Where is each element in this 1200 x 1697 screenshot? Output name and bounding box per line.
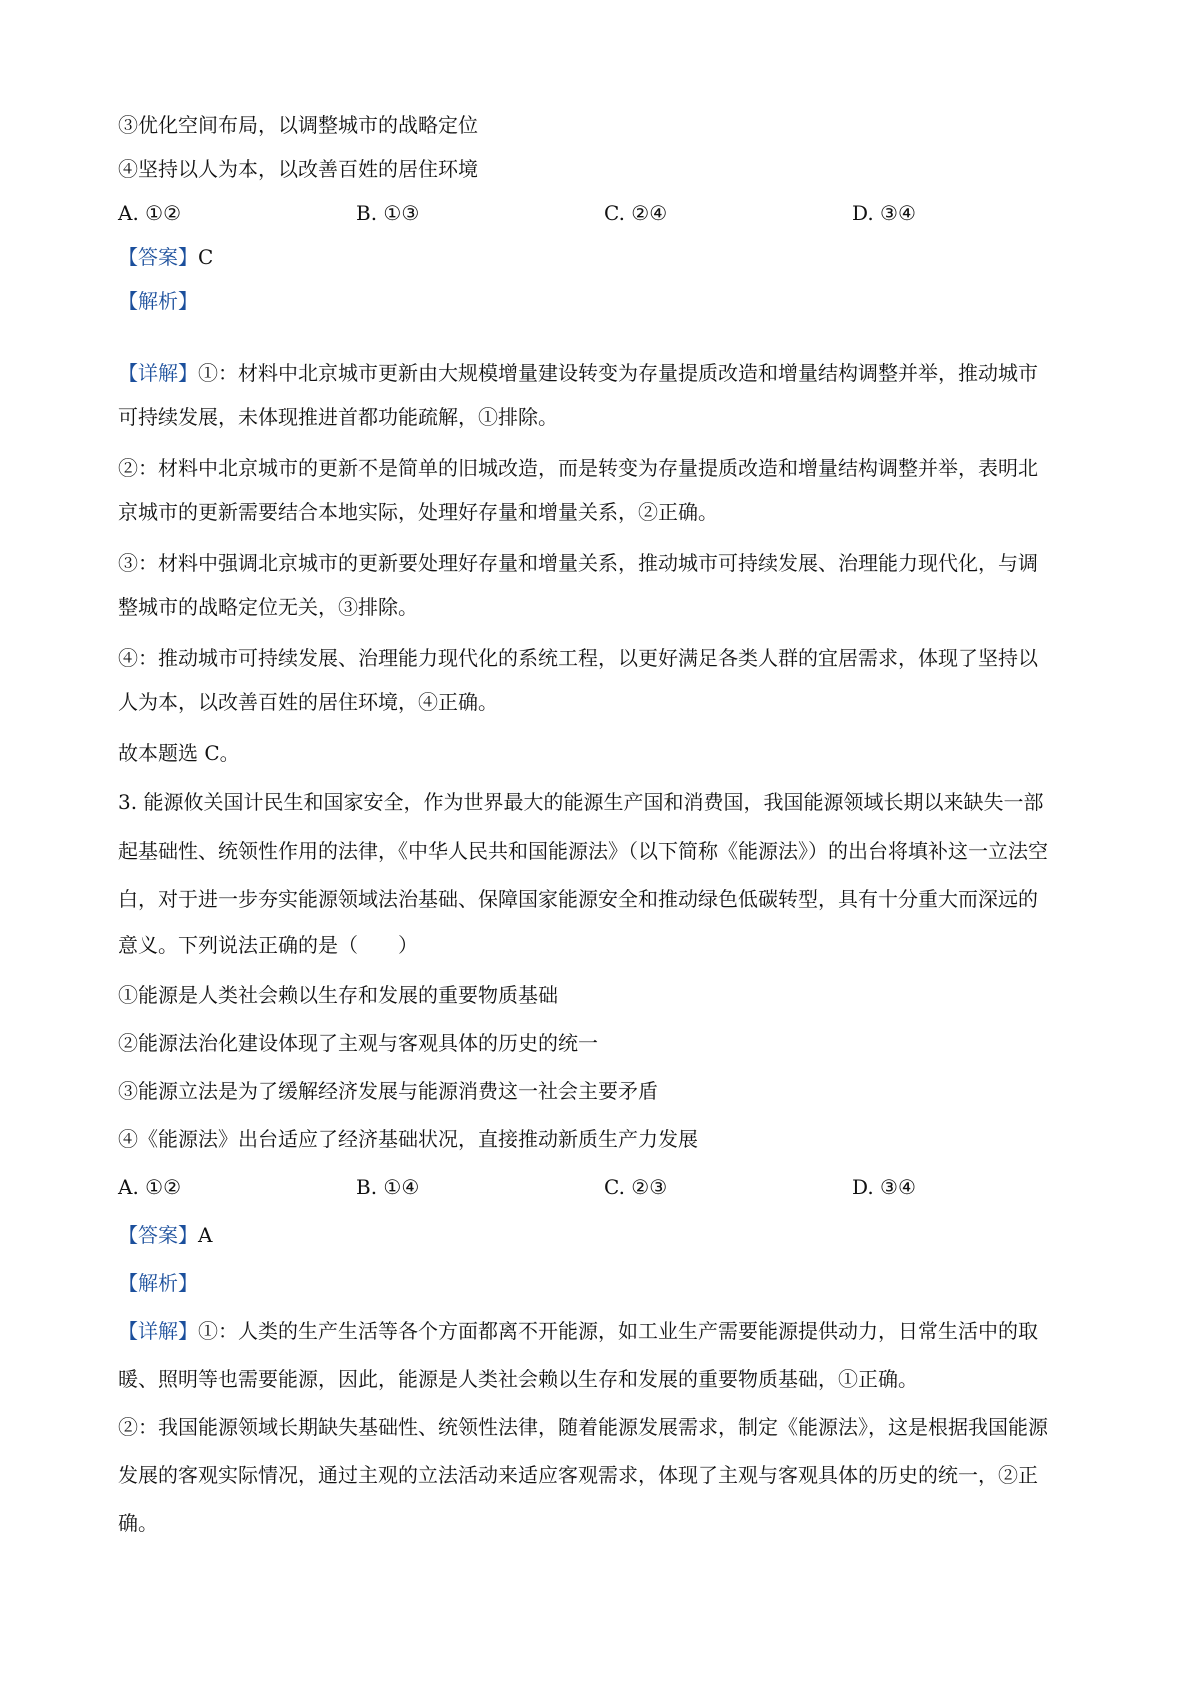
q3-statement-4: ④《能源法》出台适应了经济基础状况，直接推动新质生产力发展 — [118, 1127, 698, 1151]
q3-detail-2-line-2: 发展的客观实际情况，通过主观的立法活动来适应客观需求，体现了主观与客观具体的历史的统一，②正 — [118, 1463, 1038, 1487]
q3-detail-2-line-3: 确。 — [118, 1511, 158, 1535]
q2-answer — [118, 244, 1098, 270]
q3-stem-line-3: 白，对于进一步夯实能源领域法治基础、保障国家能源安全和推动绿色低碳转型，具有十分重大而深远的 — [118, 887, 1038, 911]
q2-detail-1-line-1 — [118, 360, 1098, 386]
q3-option-d: D. ③④ — [852, 1175, 916, 1199]
q3-option-b: B. ①④ — [356, 1175, 420, 1199]
q3-option-c: C. ②③ — [604, 1175, 668, 1199]
analysis-tag: 【解析】 — [118, 289, 198, 313]
q2-conclusion: 故本题选 C。 — [118, 741, 240, 765]
q3-answer — [118, 1222, 1098, 1248]
q3-statement-2: ②能源法治化建设体现了主观与客观具体的历史的统一 — [118, 1031, 598, 1055]
detail-text: ①：材料中北京城市更新由大规模增量建设转变为存量提质改造和增量结构调整并举，推动城市 — [198, 361, 1038, 385]
q3-option-a: A. ①② — [118, 1175, 182, 1199]
analysis-tag: 【解析】 — [118, 1271, 198, 1295]
detail-tag: 【详解】 — [118, 1319, 198, 1343]
q2-detail-4-line-2: 人为本，以改善百姓的居住环境，④正确。 — [118, 690, 498, 714]
q3-stem-line-2: 起基础性、统领性作用的法律，《中华人民共和国能源法》（以下简称《能源法》）的出台将填补这一立法空 — [118, 839, 1048, 863]
q2-option-a: A. ①② — [118, 201, 182, 225]
q3-stem-line-1: 3. 能源攸关国计民生和国家安全，作为世界最大的能源生产国和消费国，我国能源领域长期以来缺失一部 — [118, 790, 1044, 814]
q2-statement-4: ④坚持以人为本，以改善百姓的居住环境 — [118, 157, 478, 181]
detail-text: ①：人类的生产生活等各个方面都离不开能源，如工业生产需要能源提供动力，日常生活中的取 — [198, 1319, 1038, 1343]
answer-tag: 【答案】 — [118, 245, 198, 269]
q3-statement-1: ①能源是人类社会赖以生存和发展的重要物质基础 — [118, 983, 558, 1007]
q2-statement-3: ③优化空间布局，以调整城市的战略定位 — [118, 113, 478, 137]
q3-detail-1-line-2: 暖、照明等也需要能源，因此，能源是人类社会赖以生存和发展的重要物质基础，①正确。 — [118, 1367, 918, 1391]
q3-stem-line-4: 意义。下列说法正确的是（ ） — [118, 933, 418, 957]
q2-option-d: D. ③④ — [852, 201, 916, 225]
q2-detail-2-line-1: ②：材料中北京城市的更新不是简单的旧城改造，而是转变为存量提质改造和增量结构调整并举，表明北 — [118, 456, 1038, 480]
q3-detail-1-line-1 — [118, 1318, 1098, 1344]
answer-value: A — [198, 1223, 213, 1247]
answer-value: C — [198, 245, 214, 269]
q2-detail-2-line-2: 京城市的更新需要结合本地实际，处理好存量和增量关系，②正确。 — [118, 500, 718, 524]
q2-analysis-heading — [118, 288, 1098, 314]
q2-detail-4-line-1: ④：推动城市可持续发展、治理能力现代化的系统工程，以更好满足各类人群的宜居需求，体现了坚持以 — [118, 646, 1038, 670]
q2-option-c: C. ②④ — [604, 201, 668, 225]
q3-analysis-heading — [118, 1270, 1098, 1296]
q3-statement-3: ③能源立法是为了缓解经济发展与能源消费这一社会主要矛盾 — [118, 1079, 658, 1103]
q2-option-b: B. ①③ — [356, 201, 420, 225]
q2-detail-3-line-1: ③：材料中强调北京城市的更新要处理好存量和增量关系，推动城市可持续发展、治理能力现代化，与调 — [118, 551, 1038, 575]
detail-tag: 【详解】 — [118, 361, 198, 385]
answer-tag: 【答案】 — [118, 1223, 198, 1247]
q3-detail-2-line-1: ②：我国能源领域长期缺失基础性、统领性法律，随着能源发展需求，制定《能源法》，这是根据我国能源 — [118, 1415, 1048, 1439]
q2-detail-3-line-2: 整城市的战略定位无关，③排除。 — [118, 595, 418, 619]
q2-detail-1-line-2: 可持续发展，未体现推进首都功能疏解，①排除。 — [118, 405, 558, 429]
